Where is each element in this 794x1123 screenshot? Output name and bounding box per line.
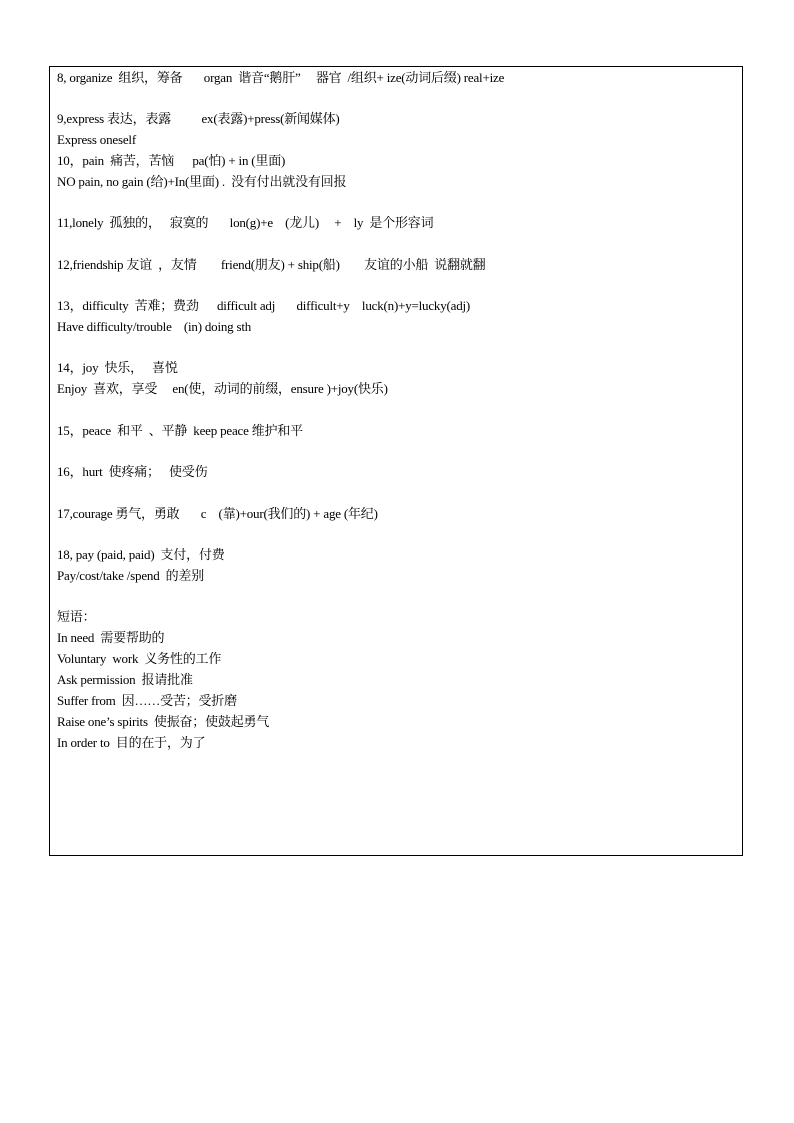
note-line-express-phrase: Express oneself xyxy=(57,132,136,147)
phrase-voluntary-work: Voluntary work 义务性的工作 xyxy=(57,651,222,666)
phrases-heading: 短语： xyxy=(57,609,96,624)
note-line-express: 9,express 表达，表露 ex(表露)+press(新闻媒体) xyxy=(57,111,340,126)
note-line-organize: 8, organize 组织，筹备 organ 谐音“鹅肝” 器官 /组织+ ize(动词后缀) real+ize xyxy=(57,70,505,85)
note-line-peace: 15，peace 和平 、平静 keep peace 维护和平 xyxy=(57,423,303,438)
note-line-joy: 14，joy 快乐， 喜悦 xyxy=(57,360,178,375)
note-line-difficulty: 13，difficulty 苦难；费劲 difficult adj difficult+y luck(n)+y=lucky(adj) xyxy=(57,298,471,313)
phrase-raise-spirits: Raise one’s spirits 使振奋；使鼓起勇气 xyxy=(57,714,270,729)
note-line-courage: 17,courage 勇气，勇敢 c (靠)+our(我们的) + age (年纪) xyxy=(57,506,378,521)
note-line-difficulty-phrase: Have difficulty/trouble (in) doing sth xyxy=(57,319,252,334)
note-line-pain: 10，pain 痛苦，苦恼 pa(怕) + in (里面) xyxy=(57,153,286,168)
vocabulary-notes-box xyxy=(49,66,743,856)
phrase-in-need: In need 需要帮助的 xyxy=(57,630,165,645)
phrase-in-order-to: In order to 目的在于，为了 xyxy=(57,735,206,750)
phrase-ask-permission: Ask permission 报请批准 xyxy=(57,672,193,687)
note-line-hurt: 16，hurt 使疼痛； 使受伤 xyxy=(57,464,208,479)
note-line-friendship: 12,friendship 友谊 ，友情 friend(朋友) + ship(船) 友谊的小船 说翻就翻 xyxy=(57,257,486,272)
note-line-enjoy: Enjoy 喜欢，享受 en(使，动词的前缀，ensure )+joy(快乐) xyxy=(57,381,388,396)
phrase-suffer-from: Suffer from 因……受苦；受折磨 xyxy=(57,693,237,708)
note-line-lonely: 11,lonely 孤独的， 寂寞的 lon(g)+e (龙儿) + ly 是个形容词 xyxy=(57,215,434,230)
note-line-pain-proverb: NO pain, no gain (给)+In(里面) . 没有付出就没有回报 xyxy=(57,174,347,189)
note-line-pay-difference: Pay/cost/take /spend 的差别 xyxy=(57,568,205,583)
note-line-pay: 18, pay (paid, paid) 支付，付费 xyxy=(57,547,225,562)
